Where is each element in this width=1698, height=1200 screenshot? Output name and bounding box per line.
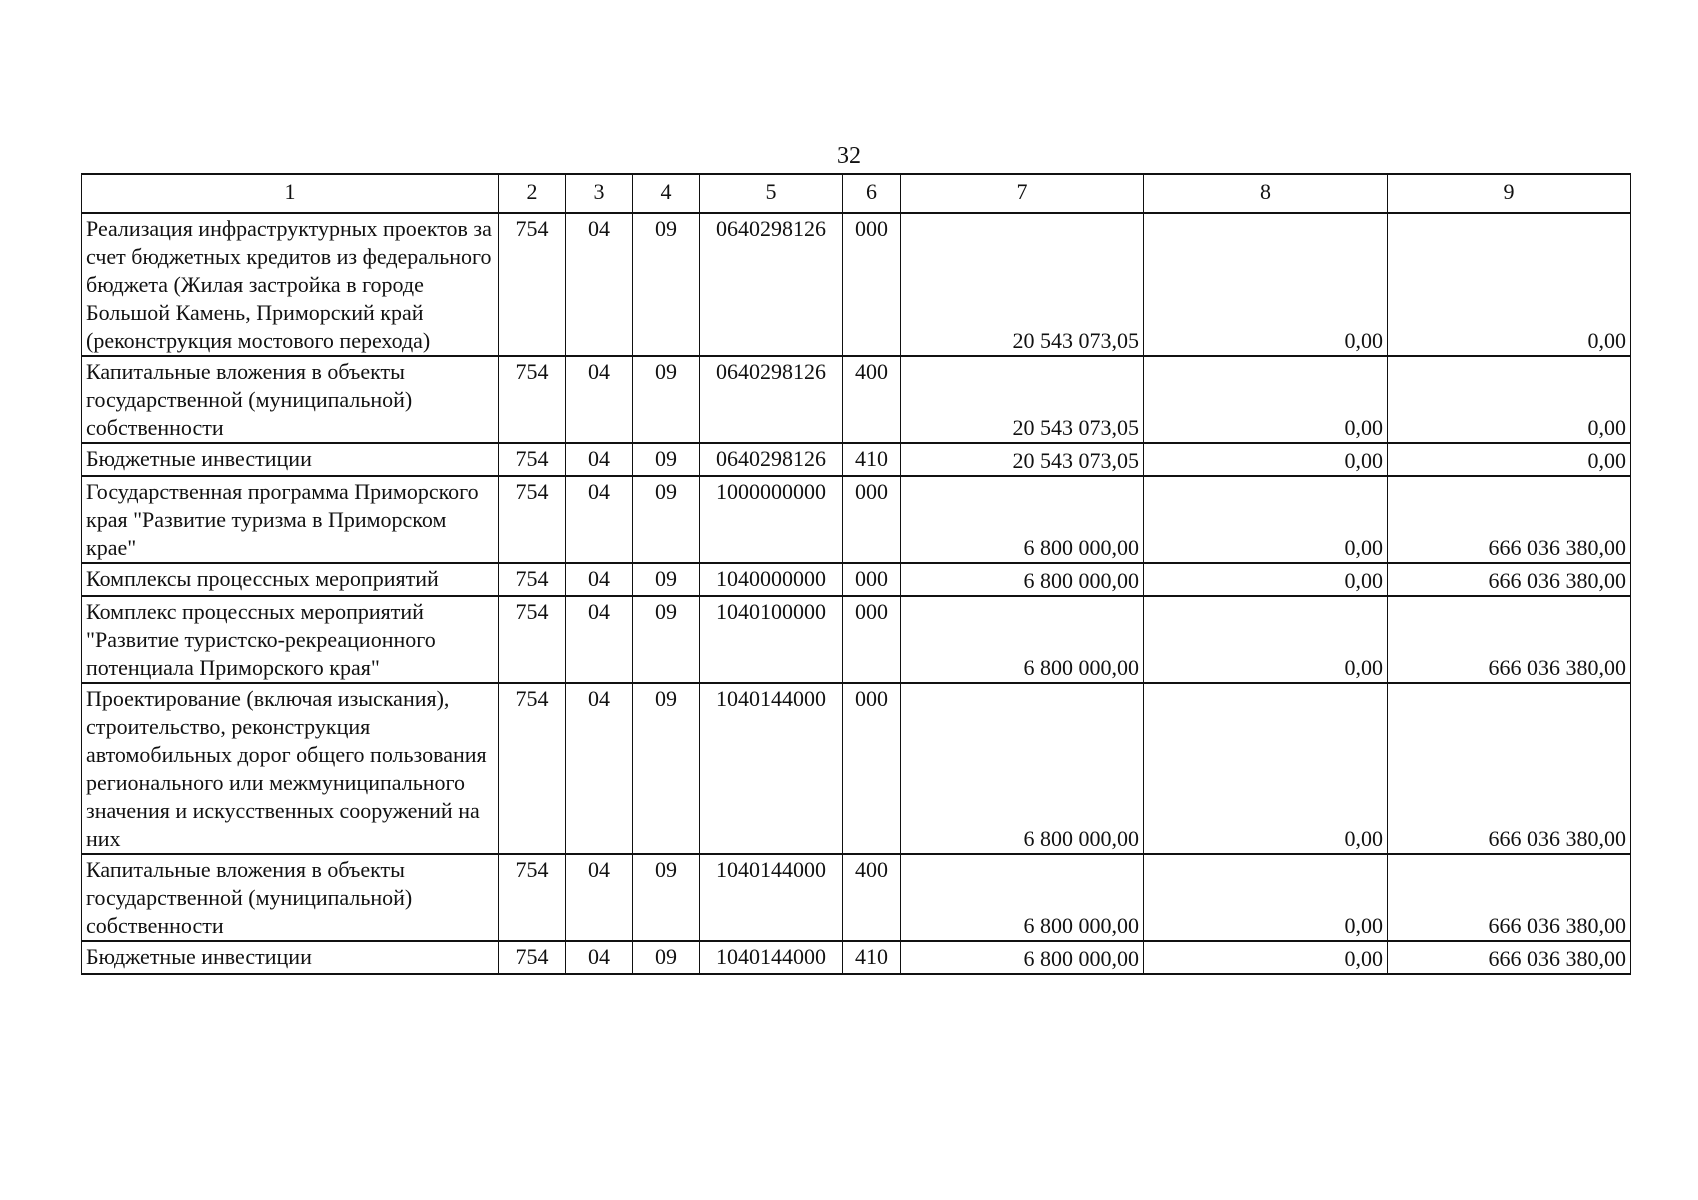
page-number: 32	[837, 143, 861, 169]
row-amount-8: 0,00	[1144, 563, 1388, 596]
row-code-6: 410	[843, 443, 901, 476]
row-amount-9: 0,00	[1388, 443, 1631, 476]
row-code-5: 0640298126	[700, 443, 843, 476]
column-header-8: 8	[1144, 174, 1388, 213]
row-amount-7: 20 543 073,05	[901, 443, 1144, 476]
row-amount-9: 666 036 380,00	[1388, 596, 1631, 683]
table-row	[82, 596, 1631, 683]
row-code-3: 04	[566, 683, 633, 854]
row-amount-9: 666 036 380,00	[1388, 476, 1631, 563]
row-name: Бюджетные инвестиции	[82, 941, 499, 974]
row-code-4: 09	[633, 476, 700, 563]
row-amount-8: 0,00	[1144, 476, 1388, 563]
row-amount-9: 666 036 380,00	[1388, 563, 1631, 596]
row-name: Комплексы процессных мероприятий	[82, 563, 499, 596]
row-code-6: 000	[843, 596, 901, 683]
table-row	[82, 356, 1631, 443]
row-code-4: 09	[633, 443, 700, 476]
row-code-6: 400	[843, 854, 901, 941]
row-code-5: 1040144000	[700, 854, 843, 941]
row-amount-7: 20 543 073,05	[901, 356, 1144, 443]
row-code-6: 000	[843, 563, 901, 596]
row-code-3: 04	[566, 596, 633, 683]
row-code-4: 09	[633, 683, 700, 854]
row-code-2: 754	[499, 563, 566, 596]
row-amount-7: 20 543 073,05	[901, 213, 1144, 356]
row-code-5: 0640298126	[700, 356, 843, 443]
row-amount-7: 6 800 000,00	[901, 563, 1144, 596]
row-code-3: 04	[566, 476, 633, 563]
row-amount-9: 666 036 380,00	[1388, 941, 1631, 974]
row-code-4: 09	[633, 854, 700, 941]
column-header-4: 4	[633, 174, 700, 213]
column-header-3: 3	[566, 174, 633, 213]
row-name: Бюджетные инвестиции	[82, 443, 499, 476]
row-code-2: 754	[499, 356, 566, 443]
table-row	[82, 563, 1631, 596]
row-code-4: 09	[633, 596, 700, 683]
header-row	[82, 174, 1631, 213]
row-amount-8: 0,00	[1144, 213, 1388, 356]
table-row	[82, 683, 1631, 854]
row-code-3: 04	[566, 854, 633, 941]
row-amount-9: 666 036 380,00	[1388, 683, 1631, 854]
row-code-5: 1000000000	[700, 476, 843, 563]
column-header-6: 6	[843, 174, 901, 213]
row-name: Проектирование (включая изыскания), строительство, реконструкция автомобильных дорог общего пользования регионального или межмуниципального значения и искусственных сооружений на них	[82, 683, 499, 854]
row-amount-7: 6 800 000,00	[901, 941, 1144, 974]
row-name: Реализация инфраструктурных проектов за счет бюджетных кредитов из федерального бюджета (Жилая застройка в городе Большой Камень, Приморский край (реконструкция мостового перехода)	[82, 213, 499, 356]
table-row	[82, 854, 1631, 941]
row-amount-8: 0,00	[1144, 443, 1388, 476]
row-amount-9: 0,00	[1388, 213, 1631, 356]
row-code-4: 09	[633, 563, 700, 596]
row-amount-8: 0,00	[1144, 596, 1388, 683]
row-code-5: 1040144000	[700, 683, 843, 854]
row-code-2: 754	[499, 443, 566, 476]
row-code-5: 1040144000	[700, 941, 843, 974]
row-amount-9: 0,00	[1388, 356, 1631, 443]
row-amount-8: 0,00	[1144, 683, 1388, 854]
row-name: Капитальные вложения в объекты государственной (муниципальной) собственности	[82, 356, 499, 443]
row-code-6: 000	[843, 213, 901, 356]
row-code-5: 1040100000	[700, 596, 843, 683]
row-code-5: 1040000000	[700, 563, 843, 596]
row-code-3: 04	[566, 443, 633, 476]
row-code-5: 0640298126	[700, 213, 843, 356]
row-code-4: 09	[633, 213, 700, 356]
budget-table	[81, 173, 1631, 975]
row-name: Государственная программа Приморского края "Развитие туризма в Приморском крае"	[82, 476, 499, 563]
row-code-2: 754	[499, 941, 566, 974]
row-amount-8: 0,00	[1144, 941, 1388, 974]
row-code-4: 09	[633, 941, 700, 974]
row-code-6: 410	[843, 941, 901, 974]
row-code-2: 754	[499, 476, 566, 563]
row-code-6: 000	[843, 476, 901, 563]
row-code-3: 04	[566, 941, 633, 974]
column-header-7: 7	[901, 174, 1144, 213]
row-code-6: 000	[843, 683, 901, 854]
row-code-2: 754	[499, 213, 566, 356]
row-code-6: 400	[843, 356, 901, 443]
row-name: Комплекс процессных мероприятий "Развитие туристско-рекреационного потенциала Приморского края"	[82, 596, 499, 683]
row-amount-7: 6 800 000,00	[901, 596, 1144, 683]
column-header-5: 5	[700, 174, 843, 213]
row-code-2: 754	[499, 683, 566, 854]
row-code-3: 04	[566, 563, 633, 596]
row-amount-7: 6 800 000,00	[901, 854, 1144, 941]
row-name: Капитальные вложения в объекты государственной (муниципальной) собственности	[82, 854, 499, 941]
row-code-3: 04	[566, 213, 633, 356]
row-amount-8: 0,00	[1144, 356, 1388, 443]
table-row	[82, 443, 1631, 476]
column-header-1: 1	[82, 174, 499, 213]
row-code-2: 754	[499, 596, 566, 683]
row-amount-7: 6 800 000,00	[901, 476, 1144, 563]
column-header-9: 9	[1388, 174, 1631, 213]
row-amount-9: 666 036 380,00	[1388, 854, 1631, 941]
column-header-2: 2	[499, 174, 566, 213]
row-amount-7: 6 800 000,00	[901, 683, 1144, 854]
row-code-4: 09	[633, 356, 700, 443]
row-code-3: 04	[566, 356, 633, 443]
row-amount-8: 0,00	[1144, 854, 1388, 941]
table-row	[82, 476, 1631, 563]
table-row	[82, 941, 1631, 974]
row-code-2: 754	[499, 854, 566, 941]
table-row	[82, 213, 1631, 356]
